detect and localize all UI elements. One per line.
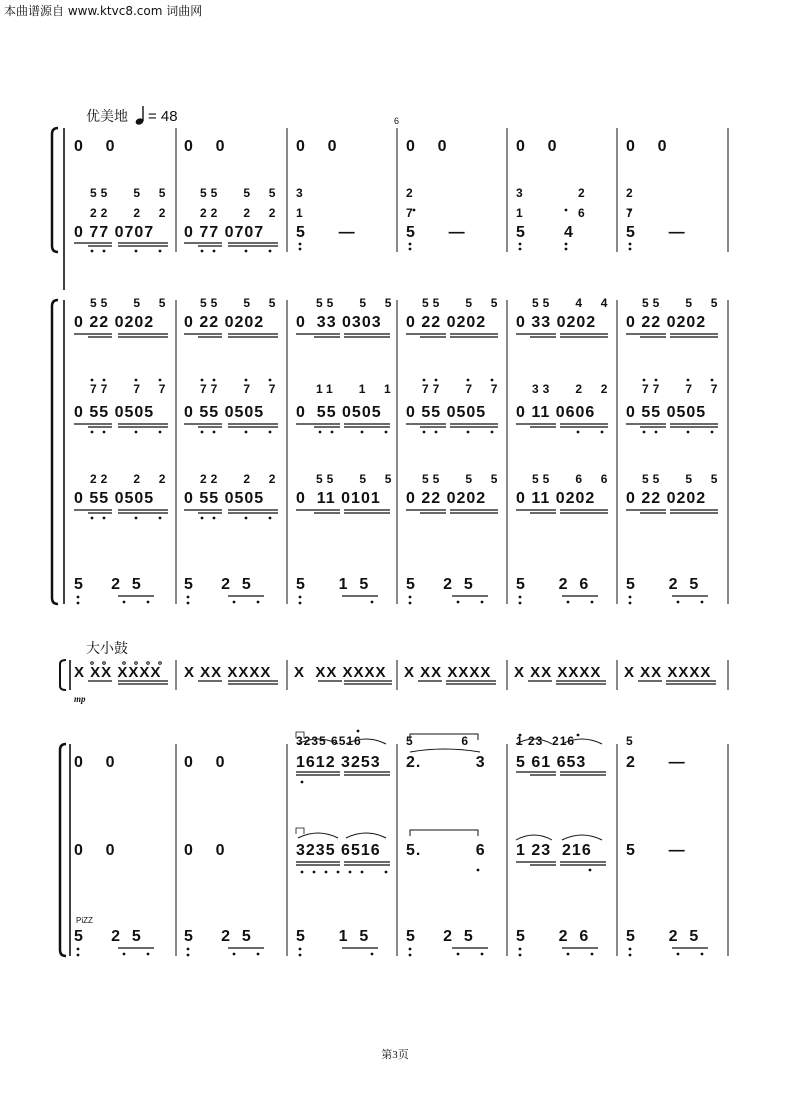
s2-staff3-upper-bar2: 22 2 2 bbox=[200, 472, 280, 486]
s3-staff1-lower-bar6: 2 — bbox=[626, 754, 686, 771]
s3-staff2-bar5: 1 23 216 bbox=[516, 842, 592, 859]
s1-staff2-top-bar6: 2 bbox=[626, 186, 637, 200]
s3-staff1-lower-bar3: 1612 3253 bbox=[296, 754, 381, 771]
s2-staff1-upper-bar1: 55 5 5 bbox=[90, 296, 170, 310]
s2-staff1-upper-bar6: 55 5 5 bbox=[642, 296, 722, 310]
s3-staff1-upper-bar3: 3235 6516 bbox=[296, 734, 362, 748]
s3-staff1-upper-bar5: 1 23 216 bbox=[516, 734, 576, 748]
s2-staff1-upper-bar4: 55 5 5 bbox=[422, 296, 502, 310]
s1-staff1-bar6: 0 0 bbox=[626, 138, 668, 155]
s2-staff1-upper-bar5: 55 4 4 bbox=[532, 296, 612, 310]
s2-staff2-lower-bar5: 0 11 0606 bbox=[516, 404, 596, 421]
perc-bar1: X XX XXXX bbox=[74, 664, 162, 681]
s2-staff3-upper-bar5: 55 6 6 bbox=[532, 472, 612, 486]
s3-staff3-bar4: 5 2 5 bbox=[406, 928, 474, 945]
s1-staff2-low-bar6: 5 — bbox=[626, 224, 686, 241]
tempo-marking: = 48 bbox=[148, 108, 178, 125]
s2-staff1-lower-bar3: 0 33 0303 bbox=[296, 314, 382, 331]
s1-staff2-mid-bar3: 1 bbox=[296, 206, 307, 220]
s2-staff1-lower-bar1: 0 22 0202 bbox=[74, 314, 155, 331]
s2-staff1-lower-bar5: 0 33 0202 bbox=[516, 314, 597, 331]
s3-staff1-lower-bar4: 2. 3 bbox=[406, 754, 486, 771]
s2-staff3-lower-bar1: 0 55 0505 bbox=[74, 490, 155, 507]
s3-staff3-bar5: 5 2 6 bbox=[516, 928, 590, 945]
s3-staff1-lower-bar5: 5 61 653 bbox=[516, 754, 587, 771]
s1-staff1-bar1: 0 0 bbox=[74, 138, 116, 155]
s2-staff3-lower-bar2: 0 55 0505 bbox=[184, 490, 265, 507]
s2-staff4-bar6: 5 2 5 bbox=[626, 576, 700, 593]
s2-staff3-upper-bar4: 55 5 5 bbox=[422, 472, 502, 486]
s3-staff1-lower-bar1: 0 0 bbox=[74, 754, 116, 771]
s1-staff2-low-bar4: 5 — bbox=[406, 224, 466, 241]
s3-staff1-upper-bar6: 5 bbox=[626, 734, 634, 748]
s2-staff2-upper-bar1: 77 7 7 bbox=[90, 382, 170, 396]
s3-staff2-bar3: 3235 6516 bbox=[296, 842, 381, 859]
perc-bar2: X XX XXXX bbox=[184, 664, 272, 681]
s2-staff4-bar3: 5 1 5 bbox=[296, 576, 370, 593]
s2-staff2-upper-bar6: 77 7 7 bbox=[642, 382, 722, 396]
s1-staff2-low-bar3: 5 — bbox=[296, 224, 356, 241]
s2-staff2-lower-bar6: 0 55 0505 bbox=[626, 404, 707, 421]
s3-staff3-bar3: 5 1 5 bbox=[296, 928, 370, 945]
s3-staff2-bar2: 0 0 bbox=[184, 842, 226, 859]
s2-staff2-upper-bar3: 11 1 1 bbox=[316, 382, 395, 396]
s3-staff3-bar6: 5 2 5 bbox=[626, 928, 700, 945]
s1-staff1-bar4: 0 0 bbox=[406, 138, 448, 155]
s2-staff3-lower-bar6: 0 22 0202 bbox=[626, 490, 707, 507]
s1-staff2-mid-bar1: 22 2 2 bbox=[90, 206, 170, 220]
s1-staff1-bar2: 0 0 bbox=[184, 138, 226, 155]
s2-staff4-bar5: 5 2 6 bbox=[516, 576, 590, 593]
s2-staff4-bar1: 5 2 5 bbox=[74, 576, 142, 593]
s2-staff3-lower-bar3: 0 11 0101 bbox=[296, 490, 381, 507]
s1-staff2-low-bar1: 0 77 0707 bbox=[74, 224, 155, 241]
s2-staff2-lower-bar4: 0 55 0505 bbox=[406, 404, 487, 421]
s3-staff1-upper-bar4: 5 6 bbox=[406, 734, 470, 748]
perc-bar4: X XX XXXX bbox=[404, 664, 492, 681]
perc-bar5: X XX XXXX bbox=[514, 664, 602, 681]
s2-staff2-lower-bar2: 0 55 0505 bbox=[184, 404, 265, 421]
s1-staff2-mid-bar6: 7 bbox=[626, 206, 637, 220]
s2-staff1-upper-bar2: 55 5 5 bbox=[200, 296, 280, 310]
pizz-label: PiZZ bbox=[76, 916, 93, 925]
s3-staff2-bar6: 5 — bbox=[626, 842, 686, 859]
s2-staff2-upper-bar5: 33 2 2 bbox=[532, 382, 612, 396]
s2-staff4-bar4: 5 2 5 bbox=[406, 576, 474, 593]
s2-staff2-upper-bar2: 77 7 7 bbox=[200, 382, 280, 396]
source-header: 本曲谱源自 www.ktvc8.com 词曲网 bbox=[4, 4, 203, 18]
s3-staff1-lower-bar2: 0 0 bbox=[184, 754, 226, 771]
s1-staff2-top-bar3: 3 bbox=[296, 186, 307, 200]
s2-staff1-lower-bar6: 0 22 0202 bbox=[626, 314, 707, 331]
page-number: 第3页 bbox=[381, 1049, 409, 1061]
s3-staff3-bar1: 5 2 5 bbox=[74, 928, 142, 945]
s2-staff1-upper-bar3: 55 5 5 bbox=[316, 296, 396, 310]
measure-number: 6 bbox=[394, 116, 400, 126]
s2-staff3-lower-bar4: 0 22 0202 bbox=[406, 490, 487, 507]
s1-staff2-low-bar5: 5 4 bbox=[516, 224, 574, 241]
s1-staff2-mid-bar4: 7 bbox=[406, 206, 417, 220]
s1-staff2-top-bar1: 55 5 5 bbox=[90, 186, 170, 200]
s3-staff2-bar4: 5. 6 bbox=[406, 842, 486, 859]
s3-staff3-bar2: 5 2 5 bbox=[184, 928, 252, 945]
s2-staff4-bar2: 5 2 5 bbox=[184, 576, 252, 593]
s2-staff2-upper-bar4: 77 7 7 bbox=[422, 382, 502, 396]
perc-bar6: X XX XXXX bbox=[624, 664, 712, 681]
tempo-expression: 优美地 bbox=[86, 109, 128, 125]
s1-staff2-top-bar5: 3 2 bbox=[516, 186, 589, 200]
s1-staff1-bar5: 0 0 bbox=[516, 138, 558, 155]
s2-staff3-lower-bar5: 0 11 0202 bbox=[516, 490, 596, 507]
perc-bar3: X XX XXXX bbox=[294, 664, 387, 681]
s1-staff2-mid-bar5: 1 6 bbox=[516, 206, 589, 220]
s3-staff2-bar1: 0 0 bbox=[74, 842, 116, 859]
percussion-label: 大小鼓 bbox=[86, 641, 128, 657]
s1-staff2-low-bar2: 0 77 0707 bbox=[184, 224, 265, 241]
s2-staff3-upper-bar1: 22 2 2 bbox=[90, 472, 170, 486]
s2-staff1-lower-bar2: 0 22 0202 bbox=[184, 314, 265, 331]
s2-staff3-upper-bar3: 55 5 5 bbox=[316, 472, 396, 486]
s1-staff2-mid-bar2: 22 2 2 bbox=[200, 206, 280, 220]
s1-staff1-bar3: 0 0 bbox=[296, 138, 338, 155]
s2-staff1-lower-bar4: 0 22 0202 bbox=[406, 314, 487, 331]
s2-staff2-lower-bar1: 0 55 0505 bbox=[74, 404, 155, 421]
s2-staff2-lower-bar3: 0 55 0505 bbox=[296, 404, 382, 421]
s1-staff2-top-bar4: 2 bbox=[406, 186, 417, 200]
s1-staff2-top-bar2: 55 5 5 bbox=[200, 186, 280, 200]
s2-staff3-upper-bar6: 55 5 5 bbox=[642, 472, 722, 486]
dynamic-marking: mp bbox=[74, 694, 86, 704]
